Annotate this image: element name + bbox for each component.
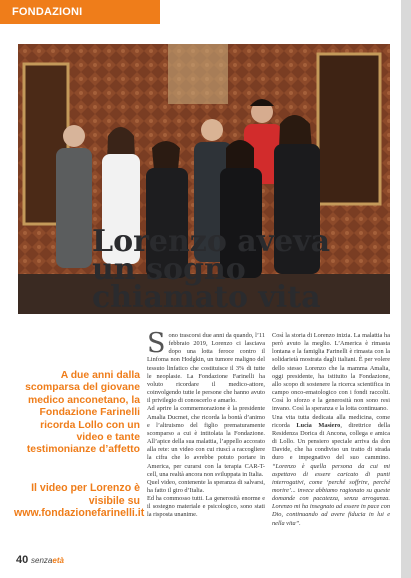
quote: “Lorenzo è quella persona da cui mi aspettavo di essere caricato di punti interrogativi, come ‘perché soffrire, perché morire’... invece abbiamo ragionato su queste domande con pacatezza, senza arroganza. Lorenzo mi ha insegnato ad essere in pace con Dio, continuando ad avere fiducia in lui e nella vita”.: [272, 462, 390, 527]
body-column-2: [272, 332, 390, 528]
section-label: FONDAZIONI: [0, 0, 160, 24]
paragraph-text: , direttrice della Residenza Dorica di Ancona, collega e amica di Lollo. Un pensiero speciale arriva da don Davide, che ha condiviso un tratto di strada duro e impegnativo del suo cammino.: [272, 421, 391, 462]
person-name: Lucia Masiero: [296, 421, 341, 429]
page-footer: [16, 554, 64, 568]
paragraph: Ad aprire la commemorazione è la presidente Amalia Ducmet, che ricorda la bontà d’animo e l’altruismo del figlio prematuramente scomparso a cui è intitolata la Fondazione. All’apice della sua malattia, l’appello accorato alla rete: un video con cui riuscì a raccogliere la cifra che lo avrebbe potuto portare in America, per curarsi con la terapia CAR-T-cell, una realtà ancora non sviluppata in Italia.: [147, 405, 265, 478]
article-headline: [92, 224, 392, 315]
page-edge: [401, 0, 411, 578]
headline-line-2: un sogno: [92, 252, 246, 287]
paragraph: Così la storia di Lorenzo inizia. La malattia ha però avuto la meglio. L’America è rimasta lontana e la famiglia Farinelli è rimasta con la solidarietà mostrata dagli italiani. È per volere dello stesso Lorenzo che la mamma Amalia, oggi presidente, ha istituito la Fondazione, allo scopo di sostenere la ricerca scientifica in campo onco-ematologico con i fondi raccolti. Così lo sforzo e la generosità non sono resi invano. Così la speranza e la lotta continuano.: [272, 332, 390, 413]
headline-line-3: chiamato vita: [92, 280, 321, 315]
video-link-note: Il video per Lorenzo è visibile su www.fondazionefarinelli.it: [14, 482, 145, 520]
headline-line-1: Lorenzo aveva: [92, 224, 331, 259]
body-column-1: [147, 328, 265, 520]
drop-cap: S: [147, 328, 166, 359]
article-deck: A due anni dalla scomparsa del giovane medico anconetano, la Fondazione Farinelli ricorda Lollo con un video e tante testimonianze d’affetto: [25, 370, 140, 456]
paragraph: Quel video, contenente la speranza di salvarsi, ha fatto il giro d’Italia.: [147, 478, 265, 494]
paragraph: Ed ha commosso tutti. La generosità enorme e il sostegno materiale e psicologico, sono stati la risposta unanime.: [147, 495, 265, 519]
page-number: 40: [16, 554, 29, 566]
magazine-name-suffix: età: [52, 556, 64, 565]
paragraph: [272, 414, 390, 528]
paragraph-text: Una vita tutta dedicata alla medicina, come ricorda: [272, 413, 390, 429]
magazine-name: [31, 556, 64, 565]
paragraph-text: ono trascorsi due anni da quando, l’11 febbraio 2019, Lorenzo ci lasciava dopo una lotta feroce contro il Linfoma non Hodgkin, un tumore maligno del tessuto linfatico che costituisce il 3% di tutte le neoplasie. La Fondazione Farinelli ha voluto ricordare il medico-attore, coinvolgendo tutte le persone che hanno avuto il privilegio di conoscerlo e amarlo.: [147, 332, 265, 405]
paragraph: [147, 328, 265, 405]
magazine-name-prefix: senza: [31, 556, 53, 565]
